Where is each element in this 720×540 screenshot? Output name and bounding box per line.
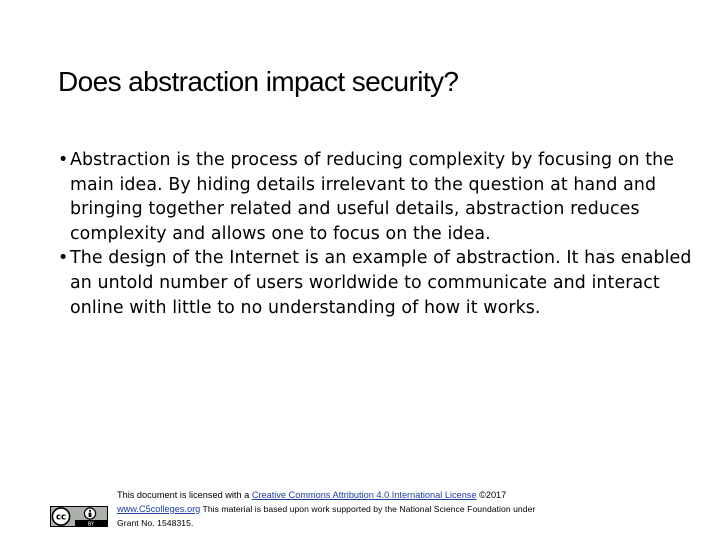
grant-text: Grant No. 1548315. bbox=[117, 518, 194, 528]
bullet-item bbox=[58, 148, 698, 246]
slide-title: Does abstraction impact security? bbox=[58, 66, 459, 97]
license-link[interactable]: Creative Commons Attribution 4.0 International License bbox=[251, 490, 477, 500]
support-line bbox=[117, 502, 677, 516]
site-link[interactable]: www.C5colleges.org bbox=[117, 504, 201, 514]
bullet-marker: • bbox=[58, 150, 69, 170]
bullet-text: Abstraction is the process of reducing complexity by focusing on the main idea. By hiding details irrelevant to the question at hand and bringing together related and useful details, abstraction reduces complexity and allows one to focus on the idea. bbox=[70, 150, 675, 244]
cc-by-icon bbox=[50, 506, 108, 527]
by-badge-text: BY bbox=[87, 521, 95, 527]
copyright-text: ©2017 bbox=[476, 490, 507, 500]
bullet-item bbox=[58, 246, 698, 320]
license-footer bbox=[50, 488, 670, 538]
bullet-marker: • bbox=[58, 248, 69, 269]
support-text: This material is based upon work supported by the National Science Foundation under bbox=[200, 504, 536, 514]
license-prefix: This document is licensed with a bbox=[117, 490, 252, 500]
license-text bbox=[117, 488, 677, 530]
cc-badge-text: cc bbox=[55, 512, 67, 523]
bullet-list bbox=[58, 148, 698, 320]
bullet-text: The design of the Internet is an example of abstraction. It has enabled an untold number of users worldwide to communicate and interact online with little to no understanding of how it works. bbox=[70, 248, 692, 318]
license-line bbox=[117, 488, 677, 502]
